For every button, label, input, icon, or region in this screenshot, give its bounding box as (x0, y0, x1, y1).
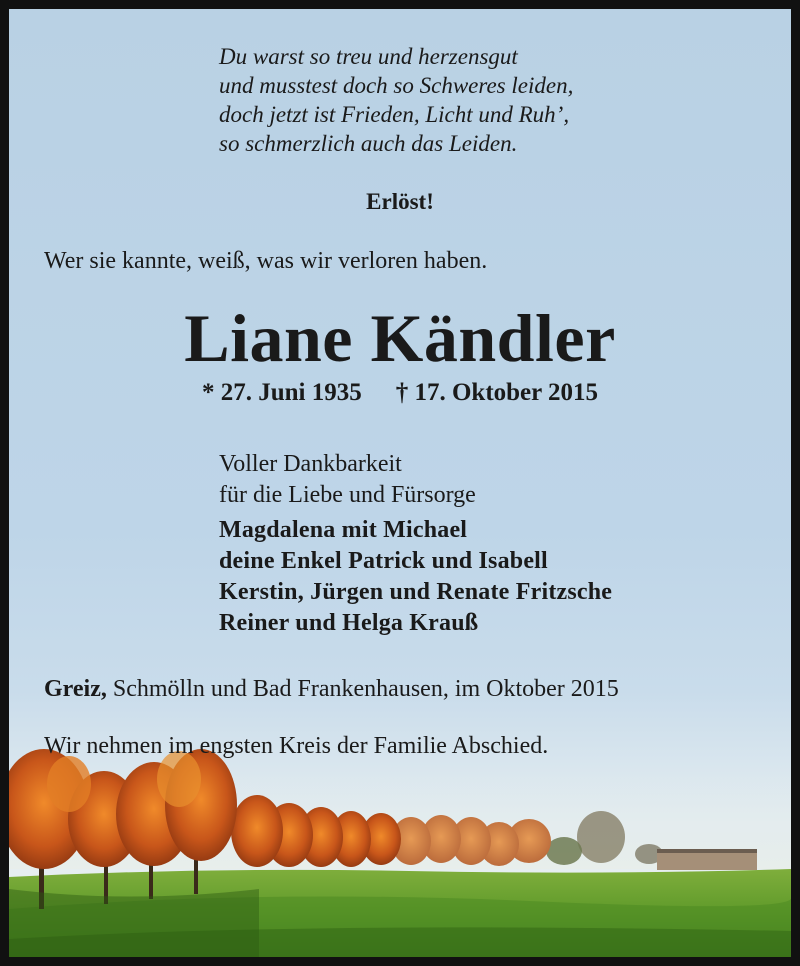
autumn-landscape-image (9, 9, 791, 957)
mourner-line: Kerstin, Jürgen und Renate Fritzsche (219, 579, 613, 605)
thanks-line: Voller Dankbarkeit (219, 451, 402, 477)
deceased-name: Liane Kändler (184, 300, 616, 376)
poem-line: und musstest doch so Schweres leiden, (219, 73, 574, 98)
poem-line: so schmerzlich auch das Leiden. (219, 131, 518, 156)
obituary-notice (9, 9, 791, 957)
thanks-line: für die Liebe und Fürsorge (219, 482, 476, 508)
mourner-line: Reiner und Helga Krauß (219, 610, 479, 636)
poem-line: Du warst so treu und herzensgut (219, 44, 518, 69)
mourner-line: Magdalena mit Michael (219, 517, 468, 543)
intro-text: Wer sie kannte, weiß, was wir verloren haben. (44, 248, 488, 274)
mourner-line: deine Enkel Patrick und Isabell (219, 548, 548, 574)
birth-date: * 27. Juni 1935 (201, 379, 362, 406)
town-name: Greiz, (44, 676, 107, 702)
poem-line: doch jetzt ist Frieden, Licht und Ruh’, (219, 102, 570, 127)
farewell-text: Wir nehmen im engsten Kreis der Familie Abschied. (44, 733, 549, 759)
place-rest: Schmölln und Bad Frankenhausen, im Oktober 2015 (106, 676, 619, 702)
exclamation: Erlöst! (366, 189, 434, 214)
death-date: † 17. Oktober 2015 (395, 379, 599, 406)
